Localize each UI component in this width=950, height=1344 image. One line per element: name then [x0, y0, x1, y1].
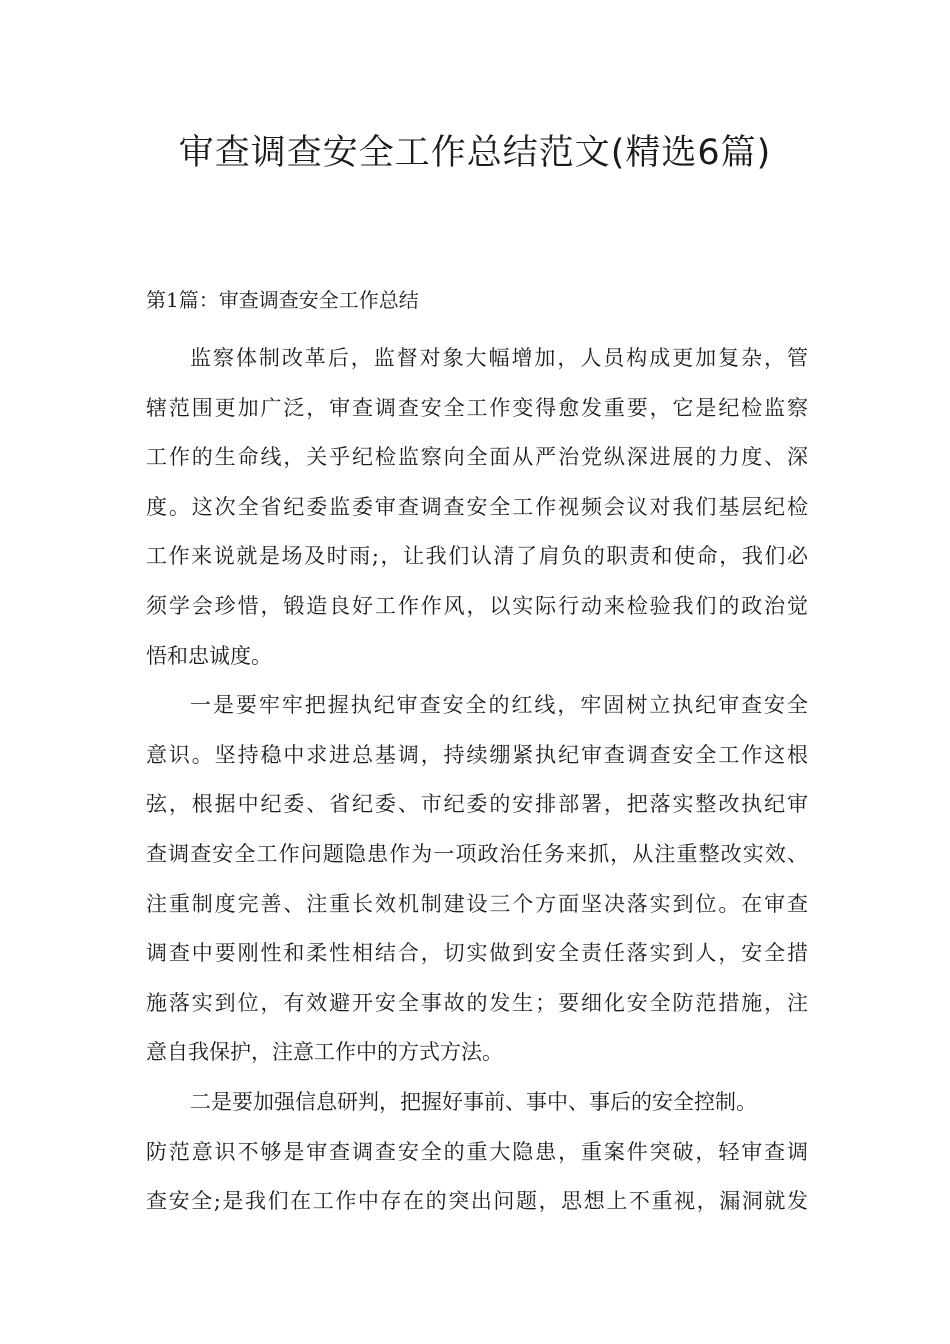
- section-heading: 第1篇：审查调查安全工作总结: [146, 288, 419, 312]
- text-line: 监察体制改革后，监督对象大幅增加，人员构成更加复杂，管: [190, 346, 808, 370]
- text-line: 弦，根据中纪委、省纪委、市纪委的安排部署，把落实整改执纪审: [146, 792, 808, 817]
- paragraph: [146, 1078, 808, 1227]
- text-line: 工作的生命线，关乎纪检监察向全面从严治党纵深进展的力度、深: [146, 445, 808, 470]
- text-line: 二是要加强信息研判，把握好事前、事中、事后的安全控制。: [190, 1089, 757, 1114]
- paragraph: [146, 681, 808, 1078]
- text-line: 查安全;是我们在工作中存在的突出问题，思想上不重视，漏洞就发: [146, 1189, 808, 1214]
- text-line: 一是要牢牢把握执纪审查安全的红线，牢固树立执纪审查安全: [190, 693, 808, 718]
- text-line: 度。这次全省纪委监委审查调查安全工作视频会议对我们基层纪检: [146, 494, 808, 519]
- text-line: 须学会珍惜，锻造良好工作作风，以实际行动来检验我们的政治觉: [146, 593, 808, 618]
- text-line: 辖范围更加广泛，审查调查安全工作变得愈发重要，它是纪检监察: [146, 395, 808, 420]
- text-line: 工作来说就是场及时雨;，让我们认清了肩负的职责和使命，我们必: [146, 544, 808, 569]
- document-title: 审查调查安全工作总结范文(精选6篇): [178, 133, 772, 173]
- text-line: 查调查安全工作问题隐患作为一项政治任务来抓，从注重整改实效、: [146, 841, 808, 866]
- text-line: 施落实到位，有效避开安全事故的发生；要细化安全防范措施，注: [146, 990, 808, 1015]
- text-line: 防范意识不够是审查调查安全的重大隐患，重案件突破，轻审查调: [146, 1139, 808, 1164]
- text-line: 注重制度完善、注重长效机制建设三个方面坚决落实到位。在审查: [146, 891, 808, 916]
- text-line: 意自我保护，注意工作中的方式方法。: [146, 1040, 503, 1065]
- text-line: 意识。坚持稳中求进总基调，持续绷紧执纪审查调查安全工作这根: [146, 742, 808, 767]
- document-body: [146, 334, 808, 1227]
- text-line: 调查中要刚性和柔性相结合，切实做到安全责任落实到人，安全措: [146, 941, 808, 966]
- paragraph: [146, 334, 808, 681]
- text-line: 悟和忠诚度。: [146, 643, 272, 668]
